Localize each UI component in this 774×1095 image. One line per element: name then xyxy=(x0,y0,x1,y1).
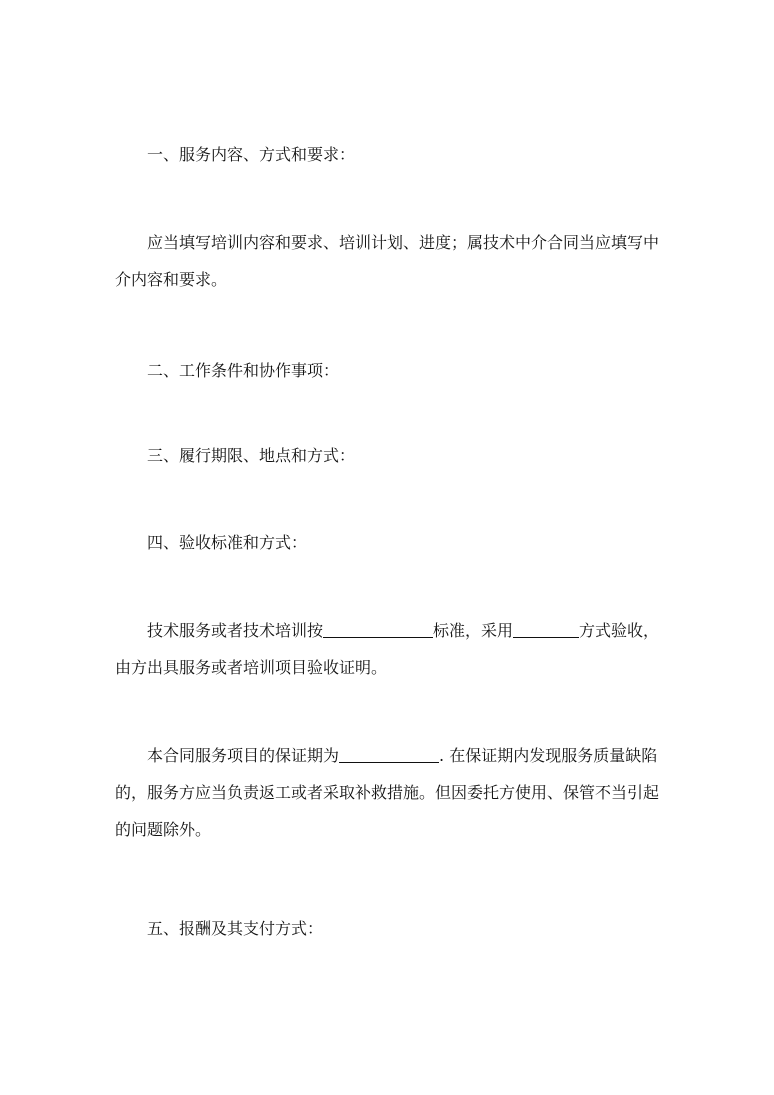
warranty-period-blank[interactable] xyxy=(339,744,439,763)
acceptance-text-1: 技术服务或者技术培训按 xyxy=(147,621,324,640)
section-1-body: 应当填写培训内容和要求、培训计划、进度；属技术中介合同当应填写中介内容和要求。 xyxy=(115,233,660,289)
warranty-paragraph xyxy=(115,737,665,848)
section-1-heading: 一、服务内容、方式和要求： xyxy=(147,145,356,164)
section-2-heading: 二、工作条件和协作事项： xyxy=(147,361,340,380)
acceptance-paragraph xyxy=(115,612,665,686)
section-3-heading: 三、履行期限、地点和方式： xyxy=(147,446,356,465)
warranty-text-2: . 在保证期内发现服务质量缺陷的，服务方应当负责返工或者采取补救措施。但因委托方使用、保管不当引起的问题除外。 xyxy=(115,746,660,839)
acceptance-text-3: 方式验收，由方出具服务或者培训项目验收证明。 xyxy=(115,621,660,677)
method-blank[interactable] xyxy=(513,619,579,638)
section-5-heading: 五、报酬及其支付方式： xyxy=(147,919,324,938)
warranty-text-1: 本合同服务项目的保证期为 xyxy=(147,746,340,765)
acceptance-text-2: 标准，采用 xyxy=(433,621,514,640)
section-4-heading: 四、验收标准和方式： xyxy=(147,533,308,552)
standard-blank[interactable] xyxy=(323,619,433,638)
